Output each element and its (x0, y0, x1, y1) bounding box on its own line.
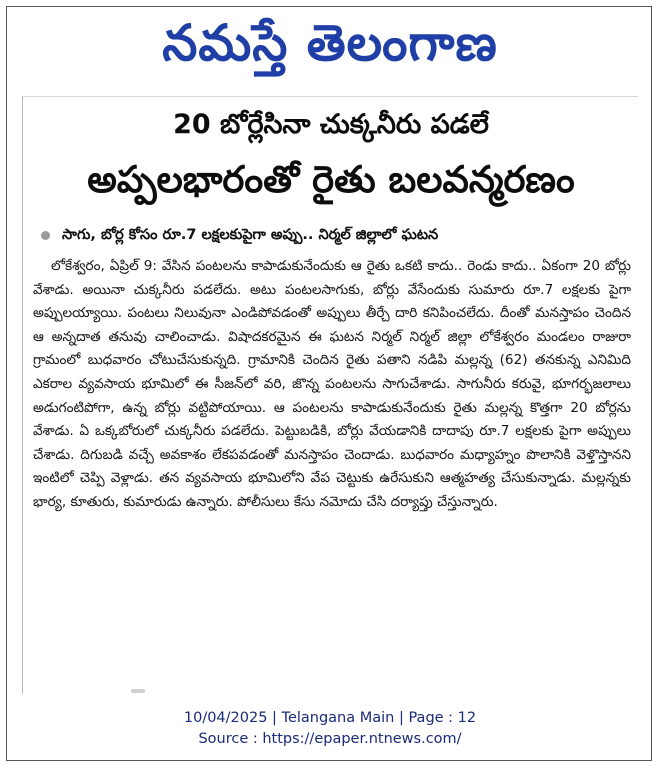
newspaper-masthead-logo: నమస్తే తెలంగాణ (162, 14, 498, 72)
article-main-headline: అప్పలభారంతో రైతు బలవన్మరణం (87, 158, 575, 201)
source-url: Source : https://epaper.ntnews.com/ (198, 731, 462, 747)
article-subheadline-text: సాగు, బోర్ల కోసం రూ.7 లక్షలకుపైగా అప్పు.. నిర్మల్ జిల్లాలో ఘటన (62, 227, 439, 243)
article-subheadline (41, 221, 631, 249)
article-clipping (22, 96, 638, 694)
page-footer (0, 708, 660, 750)
bullet-dot-icon (41, 231, 50, 240)
edition-info: 10/04/2025 | Telangana Main | Page : 12 (183, 710, 477, 726)
article-kicker-headline: 20 బోర్లేసినా చుక్కనీరు పడలే (173, 109, 489, 140)
article-body: లోకేశ్వరం, ఏప్రిల్ 9: వేసిన పంటలను కాపాడుకునేందుకు ఆ రైతు ఒకటి కాదు.. రెండు కాదు.. ఏకంగా 20 బోర్లు వేశాడు. అయినా చుక్కనీరు పడలేదు. అటు పంటలసాగుకు, బోర్లు వేసేందుకు సుమారు రూ.7 లక్షలకు పైగా అప్పులయ్యాయి. పంటలు నిలువునా ఎండిపోవడంతో అప్పులు తీర్చే దారి కనిపించలేదు. దీంతో మనస్తాపం చెందిన ఆ అన్నదాత తనువు చాలించాడు. విషాదకరమైన ఈ ఘటన నిర్మల్ నిర్మల్ జిల్లా లోకేశ్వరం మండలం రాజురా గ్రామంలో బుధవారం చోటుచేసుకున్నది. గ్రామానికి చెందిన రైతు పతాని నడిపి మల్లన్న (62) తనకున్న ఎనిమిది ఎకరాల వ్యవసాయ భూమిలో ఈ సీజన్‌లో వరి, జొన్న పంటలను సాగుచేశాడు. సాగునీరు కరువై, భూగర్భజలాలు అడుగంటిపోగా, ఉన్న బోర్లు వట్టిపోయాయి. ఆ పంటలను కాపాడుకునేందుకు రైతు మల్లన్న కొత్తగా 20 బోర్లను వేశాడు. ఏ ఒక్కబోరులో చుక్కనీరు పడలేదు. పెట్టుబడికి, బోర్లు వేయడానికి దాదాపు రూ.7 లక్షలకు పైగా అప్పులు చేశాడు. దిగుబడి వచ్చే అవకాశం లేకపవడంతో మనస్తాపం చెందాడు. బుధవారం మధ్యాహ్నం పొలానికి వెళ్తొస్తానని ఇంటిలో చెప్పి వెళ్లాడు. తన వ్యవసాయ భూమిలోని వేప చెట్టుకు ఉరేసుకుని ఆత్మహత్య చేసుకున్నాడు. మల్లన్నకు భార్య, కూతురు, కుమారుడు ఉన్నారు. పోలీసులు కేసు నమోదు చేసి దర్యాప్తు చేస్తున్నారు. (33, 258, 631, 510)
clipping-edge-mark (131, 689, 145, 693)
